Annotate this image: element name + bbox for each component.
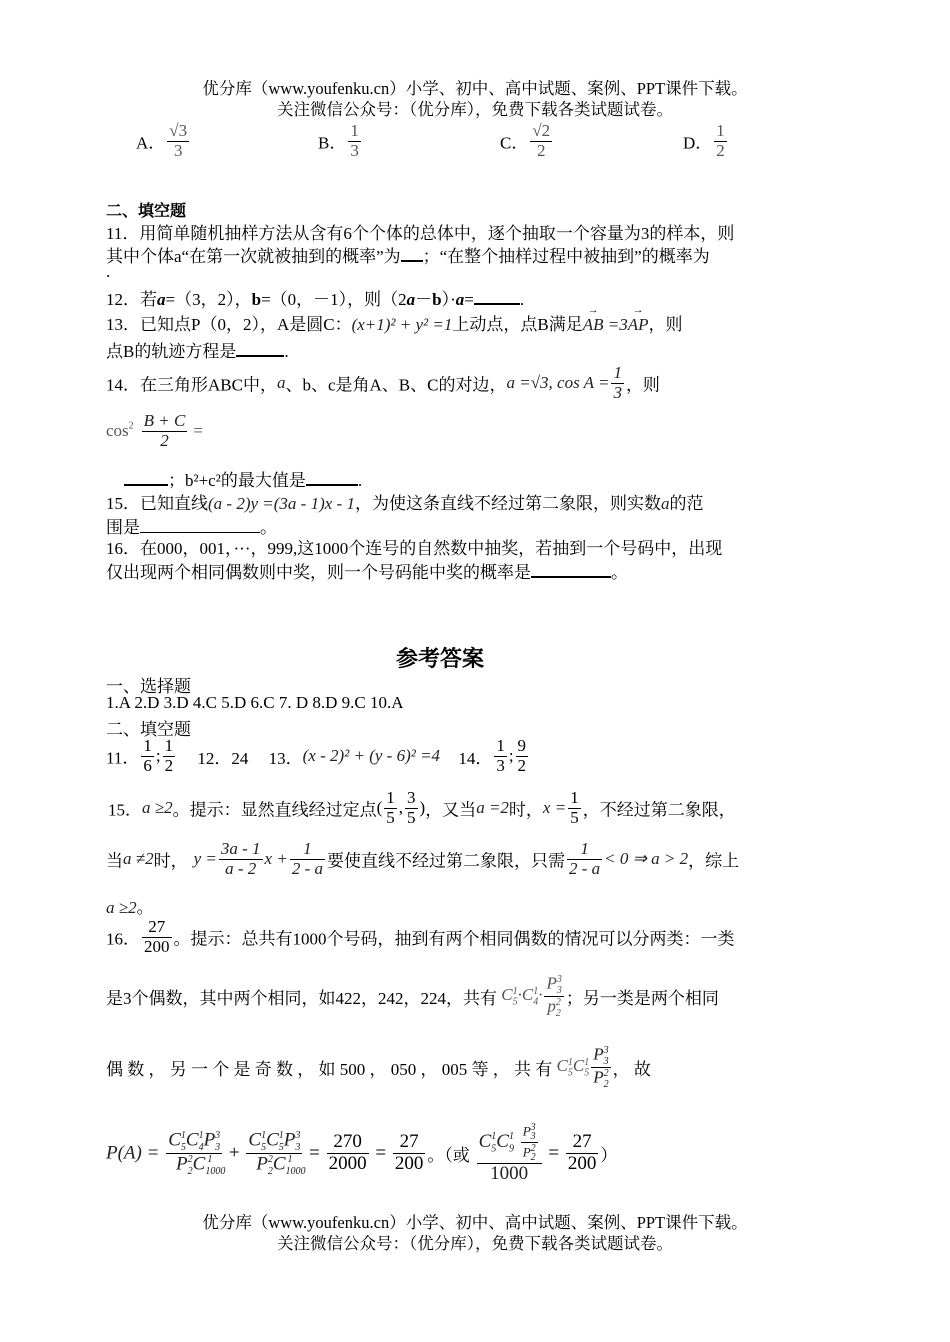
- q14-blank-1[interactable]: [124, 470, 168, 486]
- answer-16-final: P(A) = $\frac{C_5^1C_4^1P_3^3}{P_2^2C_{1000}^1}$ + $\frac{C_5^1C_5^1P_3^3}{P_2^2C_{1000}^1}$ = $\frac{270}{2000}$ = $\frac{27}{200}$ 。（或 $C_5^1C_9^1$ $\frac{P_3^3}{P_2^2}$ 1000 = $\frac{27}{200}$ ）: [106, 1122, 618, 1184]
- header-line-1: 优分库（www.youfenku.cn）小学、初中、高中试题、案例、PPT课件下载。: [202, 79, 748, 98]
- q13-line-1: 13．已知点P（0，2），A是圆C：(x+1)² + y² =1上动点，点B满足→ AB =3→ AP，则: [106, 310, 683, 335]
- q11-line-2: 其中个体a“在第一次就被抽到的概率”为 ；“在整个抽样过程中被抽到”的概率为: [106, 247, 710, 266]
- q14-line-1: 14．在三角形ABC中，a、b、c是角A、B、C的对边，a =√3, cos A = $\frac{1}{3}$ ，则: [106, 363, 660, 402]
- choice-d: D． $\frac{1}{2}$: [683, 121, 725, 160]
- answer-section-1: 一、选择题: [106, 677, 191, 696]
- answer-11-14: 11． $\frac{1}{6}$ ; $\frac{1}{2}$ 12．24 13．(x - 2)² + (y - 6)² =4 14． $\frac{1}{3}$ ; $\frac{9}{2}$: [106, 736, 527, 775]
- choice-c: C． $\frac{√2}{2}$: [500, 121, 551, 160]
- answer-16-line-3: 偶 数 ， 另 一 个 是 奇 数 ， 如 500 ， 050 ， 005 等 ， 共 有 $C_5^1C_5^1$ $\frac{P_3^3}{P_2^2}$ ， 故: [106, 1044, 651, 1091]
- choice-b: B． $\frac{1}{3}$: [318, 121, 359, 160]
- section-fill-blank-title: 二、填空题: [106, 201, 187, 220]
- answer-section-2: 二、填空题: [106, 720, 191, 739]
- answer-mc: 1.A 2.D 3.D 4.C 5.D 6.C 7. D 8.D 9.C 10.A: [106, 693, 404, 712]
- q13-blank[interactable]: [236, 341, 284, 357]
- q14-line-3: ；b²+c²的最大值是 .: [124, 466, 362, 491]
- q11-line-1: 11．用简单随机抽样方法从含有6个个体的总体中，逐个抽取一个容量为3的样本，则: [106, 224, 735, 243]
- q13-line-2: 点B的轨迹方程是 .: [106, 342, 289, 361]
- q16-line-2: 仅出现两个相同偶数则中奖，则一个号码能中奖的概率是 。: [106, 563, 628, 582]
- q16-line-1: 16．在000，001，···，999,这1000个连号的自然数中抽奖，若抽到一个号码中，出现: [106, 539, 723, 558]
- answer-15-line-1: 15．a ≥2。提示：显然直线经过定点( $\frac{1}{5}$ , $\frac{3}{5}$ )，又当a =2时，x = $\frac{1}{5}$ ，不经过第二象限，: [108, 788, 736, 827]
- choice-a: A． $\frac{√3}{3}$: [136, 121, 188, 160]
- q11-line-3: .: [106, 262, 111, 281]
- q11-blank-1[interactable]: [401, 246, 423, 262]
- q14-expression: $\cos^2$ $\frac{B + C}{2}$ =: [106, 411, 203, 450]
- footer-line-2: 关注微信公众号：（优分库），免费下载各类试题试卷。: [277, 1234, 673, 1253]
- answer-title: 参考答案: [395, 647, 484, 672]
- answer-16-line-2: 是3个偶数，其中两个相同，如422，242，224，共有 $C_5^1\cdot C_4^1\cdot$ $\frac{P_3^3}{p_2^2}$ ；另一类是两个相同: [106, 973, 719, 1020]
- q15-blank[interactable]: [140, 518, 260, 533]
- footer-line-1: 优分库（www.youfenku.cn）小学、初中、高中试题、案例、PPT课件下载。: [202, 1213, 748, 1232]
- answer-15-line-2: 当a ≠2时， y = $\frac{3a - 1}{a - 2}$ x + $\frac{1}{2 - a}$ 要使直线不经过第二象限，只需 $\frac{1}{2 - a}$ < 0 ⇒ a > 2，综上: [106, 839, 740, 878]
- q16-blank[interactable]: [531, 562, 611, 578]
- q15-line-1: 15．已知直线(a - 2)y =(3a - 1)x - 1，为使这条直线不经过第二象限，则实数a的范: [106, 494, 704, 513]
- header-line-2: 关注微信公众号：（优分库），免费下载各类试题试卷。: [277, 100, 673, 119]
- q14-blank-2[interactable]: [306, 470, 358, 486]
- q12: 12．若a=（3，2），b=（0，－1），则（2a－b）·a= .: [106, 290, 525, 309]
- q15-line-2: 围是 。: [106, 518, 277, 537]
- q12-blank[interactable]: [474, 289, 520, 305]
- answer-15-line-3: a ≥2。: [106, 898, 154, 917]
- answer-16-line-1: 16． $\frac{27}{200}$ 。提示：总共有1000个号码，抽到有两个相同偶数的情况可以分两类：一类: [106, 917, 735, 956]
